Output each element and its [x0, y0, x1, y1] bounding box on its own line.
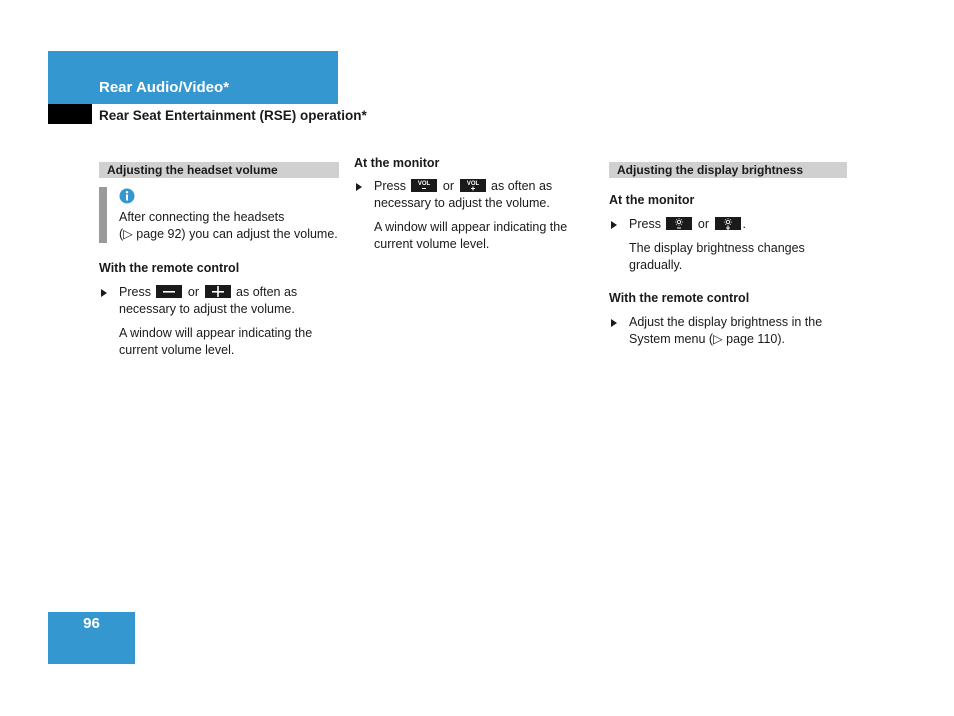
info-bar [99, 187, 107, 243]
page-subtitle: Rear Seat Entertainment (RSE) operation* [99, 108, 367, 123]
monitor-heading: At the monitor [609, 193, 695, 207]
section-title: Rear Audio/Video* [99, 79, 230, 96]
svg-text:VOL: VOL [466, 181, 479, 188]
info-icon [119, 188, 135, 204]
section-heading-headset-volume: Adjusting the headset volume [99, 162, 339, 178]
info-text-line: (▷ page 92) you can adjust the volume. [119, 227, 338, 241]
bullet-arrow-icon [101, 289, 107, 297]
page-number: 96 [83, 615, 100, 632]
bullet-arrow-icon [611, 319, 617, 327]
column-monitor-volume [354, 155, 594, 253]
info-box [99, 187, 339, 243]
column-display-brightness [609, 162, 847, 348]
brightness-up-button-icon [715, 217, 741, 230]
vol-down-button-icon [411, 179, 437, 192]
list-item: Press VOL or VOL as often as necessary to adjust the volume. [354, 178, 594, 212]
result-text: The display brightness changes gradually. [629, 241, 805, 272]
bullet-arrow-icon [611, 221, 617, 229]
plus-button-icon [205, 285, 231, 298]
brightness-down-button-icon [666, 217, 692, 230]
list-item: Press or . [609, 216, 847, 233]
svg-text:VOL: VOL [418, 181, 431, 188]
bullet-arrow-icon [356, 183, 362, 191]
list-item: Press or as often as necessary to adjust the volume. [99, 284, 339, 318]
section-heading-display-brightness: Adjusting the display brightness [609, 162, 847, 178]
header-tab [48, 51, 338, 104]
monitor-heading: At the monitor [354, 156, 440, 170]
info-text-line: After connecting the headsets [119, 210, 285, 224]
remote-control-heading: With the remote control [99, 261, 240, 275]
header-marker [48, 104, 92, 124]
remote-control-heading: With the remote control [609, 291, 750, 305]
vol-up-button-icon [460, 179, 486, 192]
result-text: A window will appear indicating the current volume level. [119, 326, 313, 357]
column-headset-volume [99, 162, 339, 359]
minus-button-icon [156, 285, 182, 298]
result-text: A window will appear indicating the current volume level. [374, 220, 568, 251]
list-item: Adjust the display brightness in the System menu (▷ page 110). [609, 314, 847, 348]
